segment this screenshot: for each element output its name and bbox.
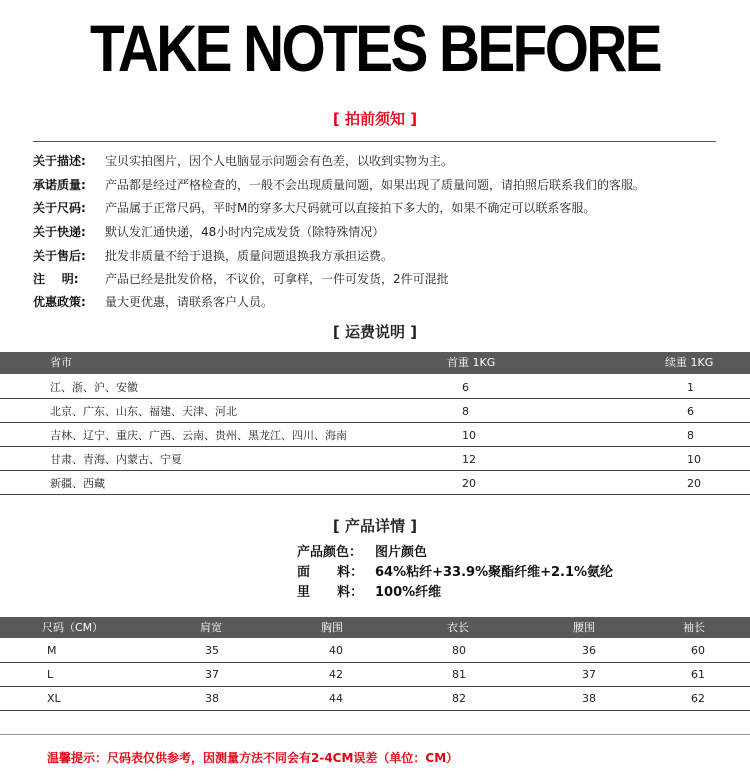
- table-cell: 6: [687, 405, 694, 418]
- table-cell: 40: [329, 644, 343, 657]
- table-cell: 20: [687, 477, 701, 490]
- table-row: [0, 472, 750, 495]
- detail-label: 里 料：: [297, 585, 364, 600]
- column-header: 胸围: [321, 621, 343, 634]
- detail-line: [297, 563, 613, 583]
- table-row: [0, 424, 750, 447]
- column-header: 首重 1KG: [447, 356, 496, 369]
- detail-value: 图片颜色: [375, 545, 428, 560]
- table-cell: 81: [452, 668, 466, 681]
- table-cell: 6: [462, 381, 469, 394]
- table-row: [0, 639, 750, 663]
- notice-label: 关于快递:: [33, 225, 86, 239]
- divider: [33, 141, 716, 142]
- table-cell: 38: [582, 692, 596, 705]
- table-cell: L: [47, 668, 54, 681]
- detail-value: 64%粘纤+33.9%聚酯纤维+2.1%氨纶: [375, 565, 614, 580]
- table-cell: 37: [582, 668, 596, 681]
- notice-text: 产品属于正常尺码，平时M的穿多大尺码就可以直接拍下多大的，如果不确定可以联系客服。: [105, 201, 596, 215]
- shipping-title: [ 运费说明 ]: [332, 323, 418, 341]
- notice-text: 默认发汇通快递，48小时内完成发货（除特殊情况）: [105, 225, 385, 239]
- size-tip: 温馨提示：尺码表仅供参考，因测量方法不同会有2-4CM误差（单位：CM）: [47, 751, 459, 765]
- table-row: [0, 376, 750, 399]
- table-cell: 44: [329, 692, 343, 705]
- table-cell: 12: [462, 453, 476, 466]
- notice-item: [33, 152, 453, 170]
- notice-item: [33, 199, 595, 217]
- notice-label: 承诺质量:: [33, 178, 86, 192]
- notice-text: 宝贝实拍图片，因个人电脑显示问题会有色差，以收到实物为主。: [105, 154, 454, 168]
- notice-item: [33, 223, 384, 241]
- table-cell: 北京、广东、山东、福建、天津、河北: [50, 405, 237, 418]
- column-header: 续重 1KG: [665, 356, 714, 369]
- detail-value: 100%纤维: [375, 585, 442, 600]
- table-row: [0, 400, 750, 423]
- table-cell: 新疆、西藏: [50, 477, 105, 490]
- notice-text: 产品都是经过严格检查的，一般不会出现质量问题，如果出现了质量问题，请拍照后联系我们的客服。: [105, 178, 646, 192]
- table-cell: 甘肃、青海、内蒙古、宁夏: [50, 453, 182, 466]
- column-header: 省市: [50, 356, 72, 369]
- table-cell: M: [47, 644, 57, 657]
- table-cell: 82: [452, 692, 466, 705]
- notice-label: 关于描述:: [33, 154, 86, 168]
- table-cell: 61: [691, 668, 705, 681]
- notice-label: 关于尺码:: [33, 201, 86, 215]
- shipping-table-header: [0, 352, 750, 374]
- detail-line: [297, 583, 441, 603]
- table-cell: 吉林、辽宁、重庆、广西、云南、贵州、黑龙江、四川、海南: [50, 429, 347, 442]
- notice-item: [33, 247, 393, 265]
- column-header: 肩宽: [200, 621, 222, 634]
- column-header: 腰围: [573, 621, 595, 634]
- detail-title: [ 产品详情 ]: [332, 517, 418, 535]
- notice-item: [33, 176, 645, 194]
- table-cell: 35: [205, 644, 219, 657]
- table-cell: 10: [462, 429, 476, 442]
- notice-item: [33, 270, 449, 288]
- size-table-header: [0, 617, 750, 638]
- table-cell: XL: [47, 692, 61, 705]
- notice-text: 量大更优惠，请联系客户人员。: [105, 295, 274, 309]
- table-cell: 10: [687, 453, 701, 466]
- table-row: [0, 687, 750, 711]
- table-cell: 1: [687, 381, 694, 394]
- table-row: [0, 448, 750, 471]
- notice-text: 批发非质量不给于退换，质量问题退换我方承担运费。: [105, 249, 394, 263]
- table-cell: 62: [691, 692, 705, 705]
- table-cell: 37: [205, 668, 219, 681]
- table-cell: 江、浙、沪、安徽: [50, 381, 138, 394]
- table-cell: 38: [205, 692, 219, 705]
- notice-text: 产品已经是批发价格，不议价，可拿样，一件可发货，2件可混批: [105, 272, 449, 286]
- column-header: 衣长: [447, 621, 469, 634]
- detail-label: 面 料：: [297, 565, 364, 580]
- detail-label: 产品颜色：: [297, 545, 363, 560]
- table-cell: 8: [687, 429, 694, 442]
- column-header: 袖长: [683, 621, 705, 634]
- notice-label: 关于售后:: [33, 249, 86, 263]
- notice-label: 注 明:: [33, 272, 79, 286]
- notice-title: [ 拍前须知 ]: [332, 110, 418, 128]
- notice-item: [33, 293, 273, 311]
- column-header: 尺码（CM）: [42, 621, 104, 634]
- table-cell: 20: [462, 477, 476, 490]
- notice-label: 优惠政策:: [33, 295, 86, 309]
- table-cell: 80: [452, 644, 466, 657]
- table-row: [0, 663, 750, 687]
- detail-line: [297, 543, 427, 563]
- banner-title: TAKE NOTES BEFORE: [89, 11, 661, 85]
- table-cell: 60: [691, 644, 705, 657]
- table-cell: 36: [582, 644, 596, 657]
- divider: [0, 734, 750, 735]
- table-cell: 42: [329, 668, 343, 681]
- table-cell: 8: [462, 405, 469, 418]
